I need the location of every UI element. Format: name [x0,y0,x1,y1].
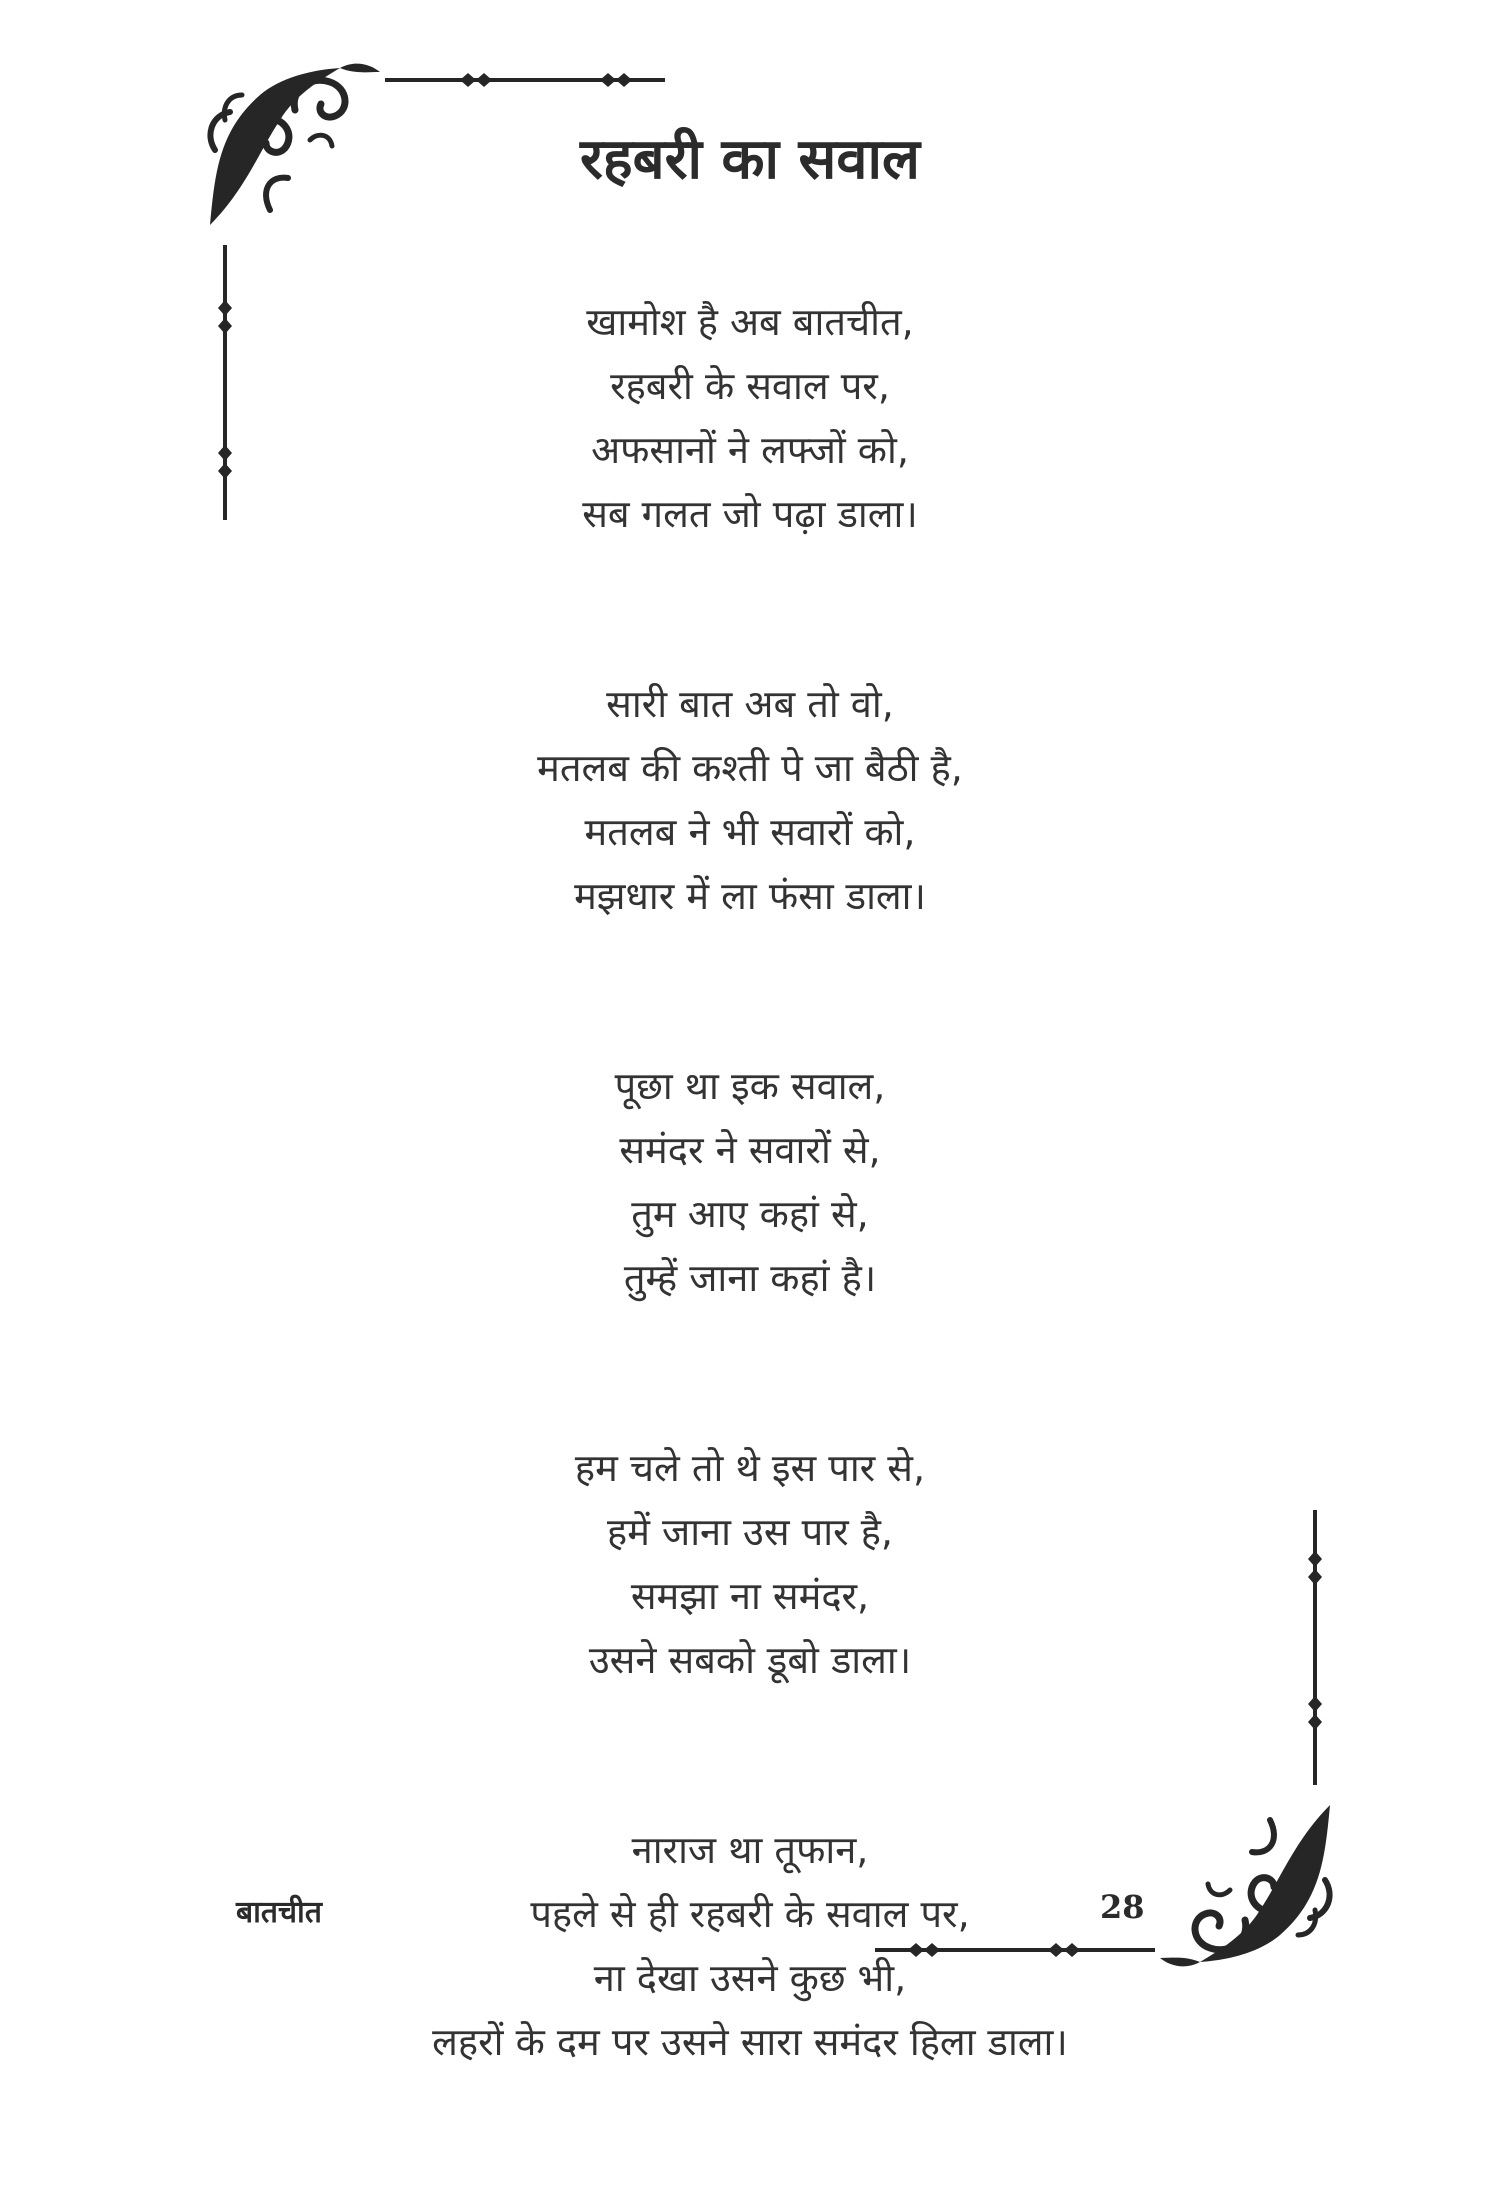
poem-line: हम चले तो थे इस पार से, [574,1446,926,1490]
poem-line: पहले से ही रहबरी के सवाल पर, [530,1892,970,1936]
poem-line: सब गलत जो पढ़ा डाला। [582,492,918,536]
poem-line: ना देखा उसने कुछ भी, [593,1956,907,2000]
page-number: 28 [1100,1888,1145,1926]
poem-line: मतलब ने भी सवारों को, [584,810,916,854]
poem-line: अफसानों ने लफ्जों को, [591,428,909,472]
poem-line: लहरों के दम पर उसने सारा समंदर हिला डाला। [432,2020,1068,2064]
poem-title: रहबरी का सवाल [580,127,920,192]
poem-line: खामोश है अब बातचीत, [586,300,914,344]
poem-line: मतलब की कश्ती पे जा बैठी है, [537,746,963,790]
poem-line: पूछा था इक सवाल, [614,1064,886,1108]
poem-line: तुम्हें जाना कहां है। [623,1256,877,1300]
poem-line: हमें जाना उस पार है, [607,1510,893,1554]
book-title-footer: बातचीत [236,1895,322,1930]
poem-line: मझधार में ला फंसा डाला। [574,874,926,918]
poem-line: तुम आए कहां से, [631,1192,869,1236]
stanza-1 [300,290,1200,546]
poem-line: नाराज था तूफान, [631,1828,869,1872]
poem-line: समंदर ने सवारों से, [619,1128,881,1172]
poem-line: उसने सबको डूबो डाला। [588,1638,912,1682]
stanza-3 [300,1054,1200,1310]
stanza-2 [300,672,1200,928]
poem-line: सारी बात अब तो वो, [606,682,894,726]
poem-line: रहबरी के सवाल पर, [610,364,890,408]
poem-line: समझा ना समंदर, [630,1574,870,1618]
